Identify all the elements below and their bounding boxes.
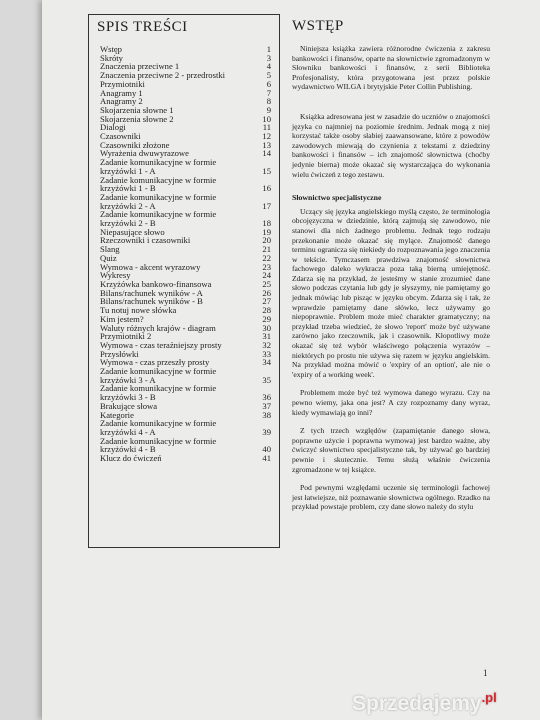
toc-item-page: 30 [262,322,271,333]
intro-paragraph-5: Z tych trzech względów (zapamiętanie danego słowa, poprawne użycie i poprawna wymowa) jest bardzo ważne, aby ćwiczyć słownictwo specjalistyczne tak, by używać go bardziej pewnie i skutecznie. Temu służą właśnie ćwiczenia zgromadzone w tej książce. [292,426,490,474]
toc-item-page: 14 [262,148,271,159]
toc-item-title: Wymowa - czas przeszły prosty [100,357,210,368]
toc-item-page: 4 [266,61,271,72]
toc-item-page: 36 [262,392,271,403]
toc-item-title: Przymiotniki 2 [100,331,152,342]
toc-item-title: Skojarzenia słowne 1 [100,104,174,115]
toc-item-page: 25 [262,278,271,289]
watermark-logo [352,690,497,716]
toc-item-page: 32 [262,339,271,350]
toc-item [100,245,275,254]
section-heading: Słownictwo specjalistyczne [292,193,382,203]
intro-paragraph-3: Uczący się języka angielskiego myślą często, że terminologia obcojęzyczna w dziedzinie, którą zajmują się zawodowo, nie stanowi dla nich żadnego problemu. Jednak tego rodzaju przekonanie może okazać się mylące. Znajomość danego terminu ogranicza się niekiedy do rozpoznawania jego znaczenia w tekście. Tymczasem prawdziwa znajomość słownictwa fachowego daleko wykracza poza taką bierną umiejętność. Zdarza się na przykład, że jesteśmy w stanie zrozumieć dane słowo podczas czytania lub gdy je słyszymy, nie pamiętamy go jednak mówiąc lub pisząc w języku obcym. Zdarza się i tak, że wprawdzie pamiętamy dane słówko, lecz używamy go niepoprawnie. Problem może mieć charakter gramatyczny; na przykład trzeba wiedzieć, że słowo 'report' może być używane zarówno jako rzeczownik, jak i czasownik. Kłopotliwy może okazać się też wybór właściwego połączenia wyrazów – niektórych po prostu nie używa się razem w języku angielskim. Na przykład można mówić o 'expiry of an option', ale nie o 'expiry of a working week'. [292,206,490,379]
toc-item [100,176,275,193]
toc-item [100,236,275,245]
toc-item-title: Bilans/rachunek wyników - A [100,287,203,298]
table-of-contents [88,14,280,548]
toc-item-page: 11 [262,122,271,133]
toc-item-page: 23 [262,261,271,272]
toc-item-page: 37 [262,400,271,411]
toc-item-page: 16 [262,183,271,194]
toc-item-title: Znaczenia przeciwne 2 - przedrostki [100,70,226,81]
toc-item-title: Zadanie komunikacyjne w formie krzyżówki 1 - A [100,157,217,176]
toc-item-title: Wymowa - czas teraźniejszy prosty [100,339,222,350]
watermark-suffix: .pl [481,690,497,705]
book-page [42,0,540,720]
toc-item-title: Przymiotniki [100,78,145,89]
toc-item-page: 31 [262,331,271,342]
watermark-text: Sprzedajemy [352,692,482,715]
intro-paragraph-4: Problemem może być też wymowa danego wyrazu. Czy na pewno wiemy, jaka ona jest? A czy rozpoznamy dany wyraz, kiedy wymawiają go inni? [292,388,490,417]
toc-item [100,437,275,454]
toc-item-page: 34 [262,357,271,368]
toc-item-page: 18 [262,218,271,229]
toc-item-page: 13 [262,139,271,150]
toc-item-title: Bilans/rachunek wyników - B [100,296,203,307]
toc-item-title: Slang [100,244,120,255]
toc-item-page: 6 [266,78,271,89]
toc-item-title: Wstęp [100,44,122,54]
toc-item-page: 27 [262,296,271,307]
toc-item-title: Kategorie [100,409,134,420]
toc-item-page: 17 [262,200,271,211]
toc-item-title: Rzeczowniki i czasowniki [100,235,191,246]
toc-item-title: Niepasujące słowo [100,226,165,237]
toc-item-title: Zadanie komunikacyjne w formie krzyżówki 4 - A [100,418,217,437]
toc-item [100,210,275,227]
toc-item-title: Czasowniki złożone [100,139,170,150]
toc-item-page: 9 [266,104,271,115]
toc-item-page: 15 [262,165,271,176]
toc-item-page: 1 [266,44,271,54]
toc-list [100,45,275,463]
toc-item-page: 3 [266,52,271,63]
intro-paragraph-1: Niniejsza książka zawiera różnorodne ćwiczenia z zakresu bankowości i finansów, oparte na słownictwie zgromadzonym w Słowniku bankowości i finansów, z serii Biblioteka Profesjonalisty, która przygotowana jest przez polskie wydawnictwo WILGA i brytyjskie Peter Collin Publishing. [292,44,490,92]
page-number: 1 [483,668,488,678]
toc-item-title: Znaczenia przeciwne 1 [100,61,180,72]
toc-item-title: Zadanie komunikacyjne w formie krzyżówki 4 - B [100,435,217,455]
toc-item-title: Krzyżówka bankowo-finansowa [100,278,212,289]
toc-item [100,384,275,401]
toc-item-title: Zadanie komunikacyjne w formie krzyżówki 3 - A [100,366,217,385]
toc-item [100,367,275,384]
toc-item-title: Wyrażenia dwuwyrazowe [100,148,189,159]
toc-item-title: Waluty różnych krajów - diagram [100,322,216,333]
toc-item [100,158,275,175]
toc-item-page: 19 [262,226,271,237]
toc-item-page: 20 [262,235,271,246]
toc-item-page: 38 [262,409,271,420]
toc-item-page: 24 [262,270,271,281]
toc-item-title: Brakujące słowa [100,400,158,411]
toc-item-title: Kim jestem? [100,313,144,324]
toc-item-title: Czasowniki [100,131,141,142]
toc-item-title: Skróty [100,52,123,63]
toc-item-title: Zadanie komunikacyjne w formie krzyżówki 3 - B [100,383,217,403]
toc-item-page: 7 [266,87,271,98]
toc-item-page: 5 [266,70,271,81]
toc-item-title: Wykresy [100,270,131,281]
toc-item-title: Zadanie komunikacyjne w formie krzyżówki 1 - B [100,174,217,194]
toc-item-page: 29 [262,313,271,324]
toc-item-page: 22 [262,252,271,263]
toc-item-page: 12 [262,131,271,142]
toc-item [100,45,275,54]
toc-item-title: Anagramy 2 [100,96,143,107]
intro-title: WSTĘP [292,18,344,34]
toc-title: SPIS TREŚCI [97,19,188,35]
toc-item-page: 8 [266,96,271,107]
toc-item-page: 33 [262,348,271,359]
toc-item-title: Tu notuj nowe słówka [100,305,177,316]
toc-item-page: 10 [262,113,271,124]
toc-item-title: Zadanie komunikacyjne w formie krzyżówki 2 - B [100,209,217,229]
intro-paragraph-2: Książka adresowana jest w zasadzie do uczniów o znajomości języka co najmniej na poziomie średnim. Jednak mogą z niej korzystać także osoby słabiej zaawansowane, które z powodów zawodowych miewają do czynienia z tekstami z dziedziny bankowości i finansów – ich znajomość słownictwa (choćby jedynie bierna) może okazać się wystarczająca do wykonania wielu ćwiczeń z tego zestawu. [292,111,490,179]
toc-item [100,419,275,436]
toc-item-title: Przysłówki [100,348,139,359]
toc-item-title: Wymowa - akcent wyrazowy [100,261,201,272]
toc-item-page: 21 [262,244,271,255]
toc-item [100,115,275,124]
toc-item-page: 35 [262,374,271,385]
intro-paragraph-6: Pod pewnymi względami uczenie się terminologii fachowej jest łatwiejsze, niż poznawanie słownictwa ogólnego. Rzadko na przykład powstaje problem, czy dane słowo należy do stylu [292,483,490,512]
toc-item-page: 39 [262,426,271,437]
intro-column [292,44,490,521]
toc-item-page: 26 [262,287,271,298]
toc-item [100,454,275,463]
toc-item-page: 40 [262,444,271,455]
toc-item-title: Klucz do ćwiczeń [100,453,162,464]
toc-item-title: Anagramy 1 [100,87,143,98]
toc-item [100,193,275,210]
toc-item-page: 41 [262,453,271,464]
toc-item-title: Skojarzenia słowne 2 [100,113,174,124]
toc-item-title: Dialogi [100,122,126,133]
toc-item-title: Quiz [100,252,117,263]
toc-item-page: 28 [262,305,271,316]
toc-item-title: Zadanie komunikacyjne w formie krzyżówki 2 - A [100,191,217,211]
